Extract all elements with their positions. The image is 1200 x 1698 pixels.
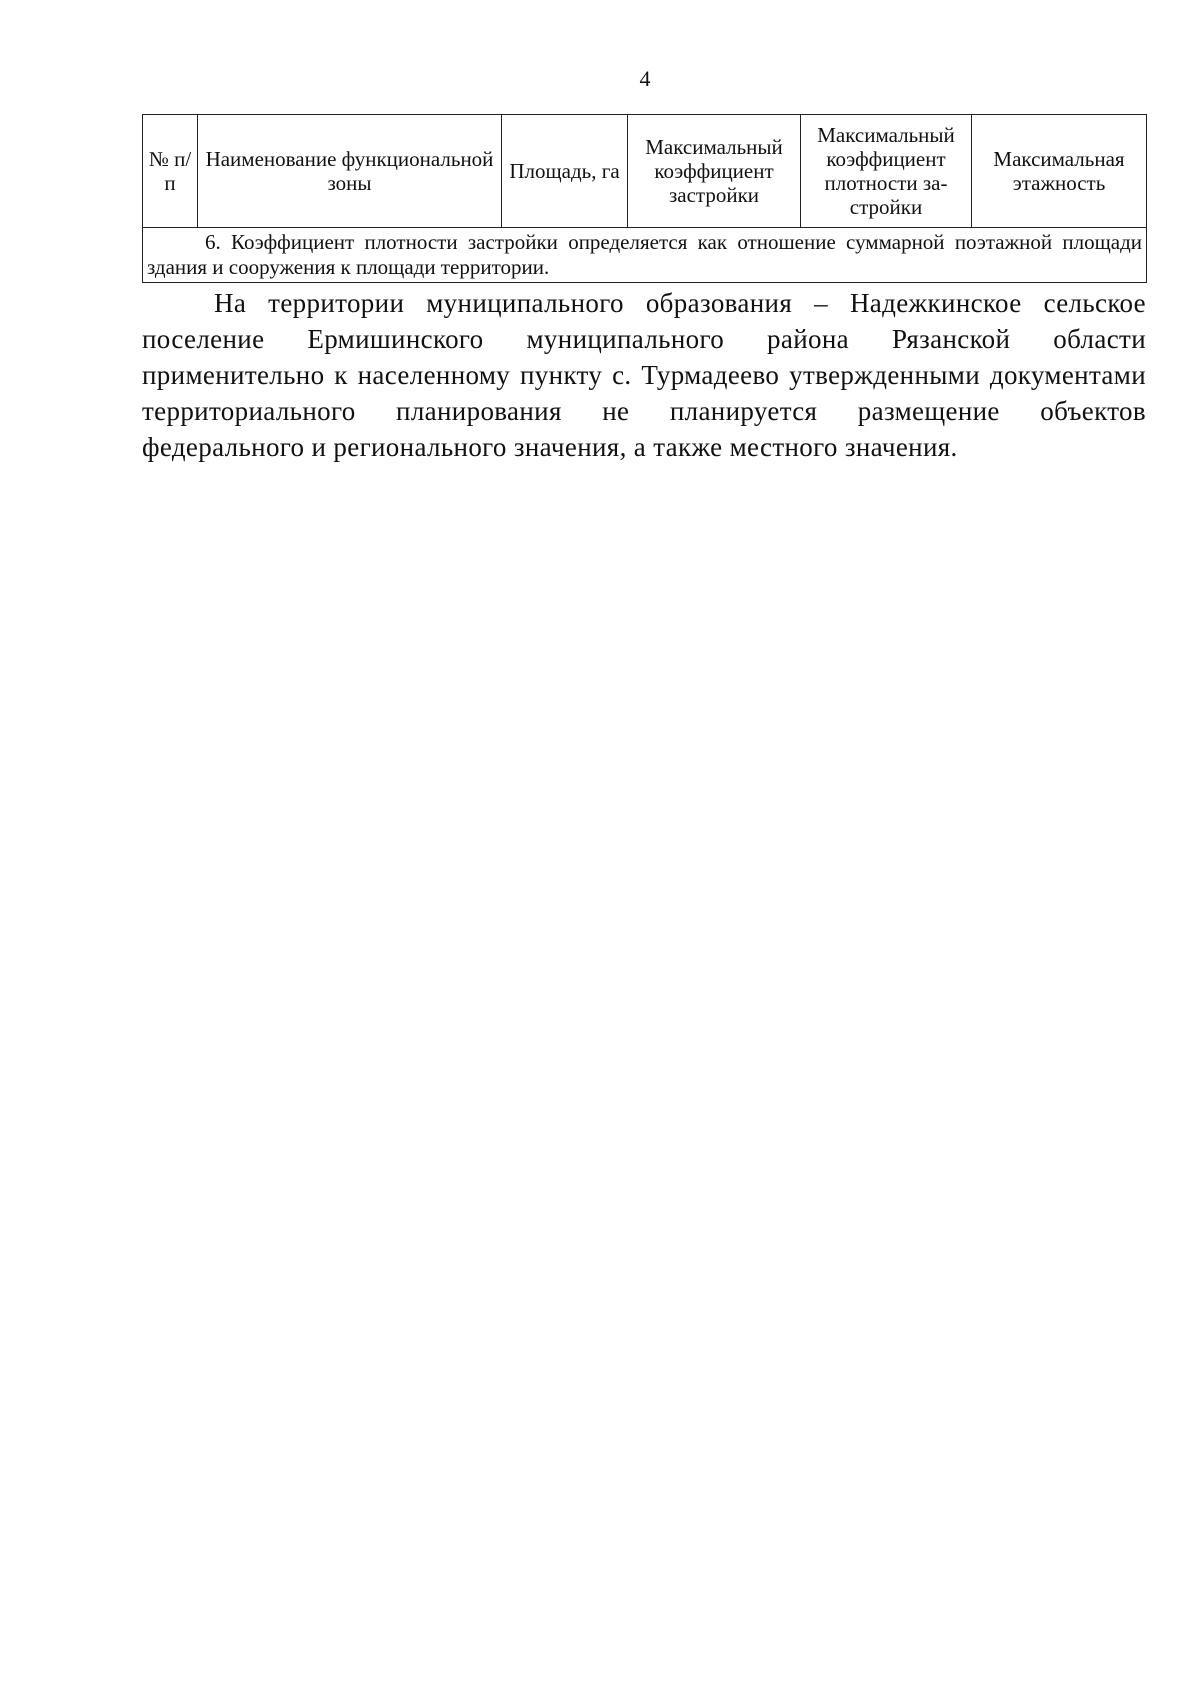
- table-note-row: [143, 228, 1147, 283]
- table-note: 6. Коэффициент плотности застройки определяется как отношение суммарной поэтажной площади здания и сооружения к площади территории.: [143, 228, 1147, 283]
- header-max-building-coefficient: Максимальный коэффициент застройки: [628, 115, 801, 228]
- page-number: 4: [639, 66, 651, 91]
- table-header-row: [143, 115, 1147, 228]
- header-number: № п/п: [143, 115, 198, 228]
- header-max-floors: Максимальная этажность: [972, 115, 1147, 228]
- header-max-density-coefficient: Максимальный коэффициент плотности за-стройки: [801, 115, 972, 228]
- body-paragraph: На территории муниципального образования – Надежкинское сельское поселение Ермишинского муниципального района Рязанской области применительно к населенному пункту с. Турмадеево утвержденными документами территориального планирования не планируется размещение объектов федерального и регионального значения, а также местного значения.: [142, 288, 1146, 462]
- functional-zones-table: [142, 114, 1147, 283]
- header-zone-name: Наименование функциональной зоны: [198, 115, 502, 228]
- header-area: Площадь, га: [502, 115, 628, 228]
